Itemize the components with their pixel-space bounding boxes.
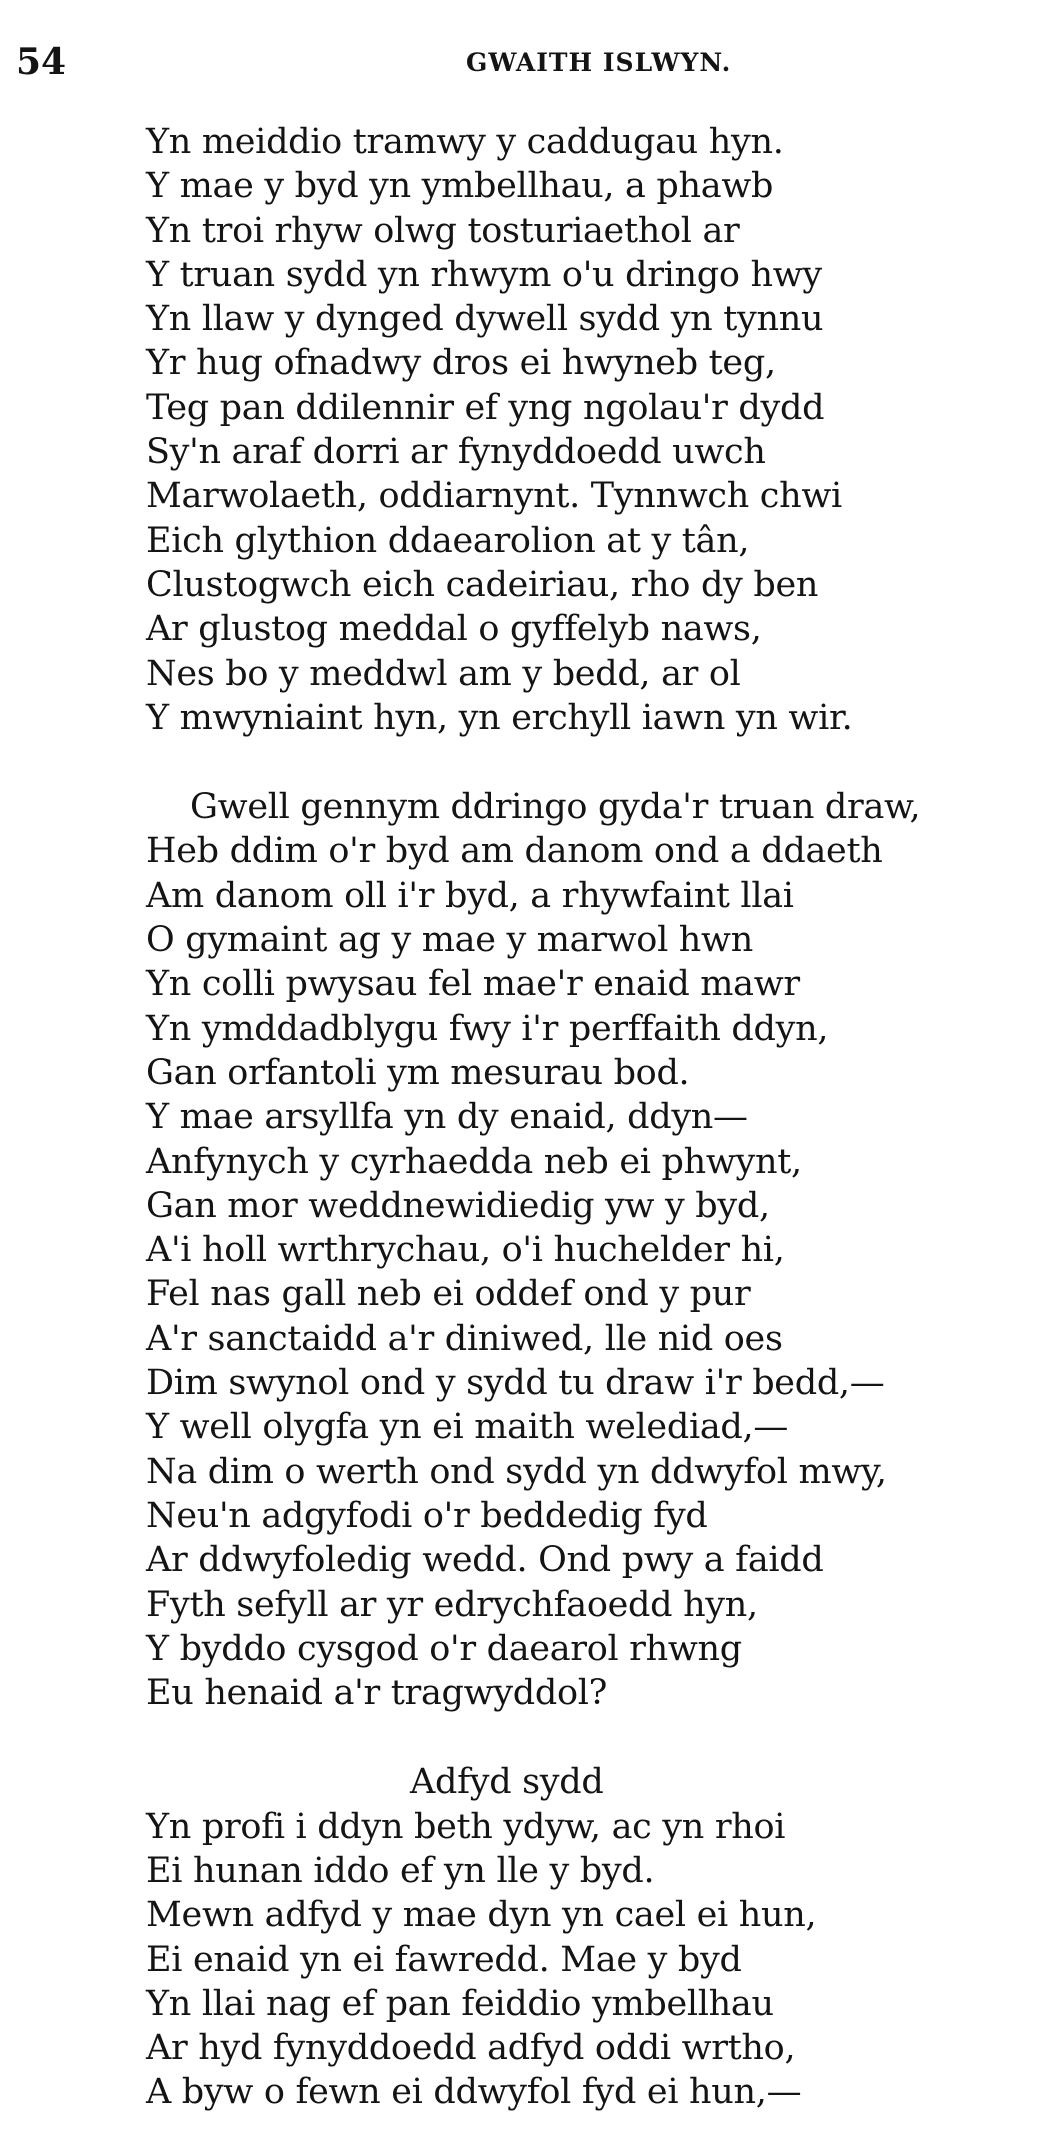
verse-line: Yn colli pwysau fel mae'r enaid mawr — [146, 964, 800, 1005]
verse-line: A'i holl wrthrychau, o'i huchelder hi, — [146, 1230, 785, 1271]
verse-line: Yn ymddadblygu fwy i'r perffaith ddyn, — [146, 1008, 829, 1049]
verse-line: Sy'n araf dorri ar fynyddoedd uwch — [146, 432, 766, 473]
stanza-break — [146, 740, 1026, 785]
verse-line: Gan orfantoli ym mesurau bod. — [146, 1052, 690, 1093]
verse-line: Ar ddwyfoledig wedd. Ond pwy a faidd — [146, 1540, 824, 1581]
verse-line: Yn troi rhyw olwg tosturiaethol ar — [146, 210, 740, 251]
verse-line: Ei hunan iddo ef yn lle y byd. — [146, 1850, 655, 1891]
verse-line: Yn meiddio tramwy y caddugau hyn. — [146, 122, 784, 162]
verse-line: Dim swynol ond y sydd tu draw i'r bedd,— — [146, 1363, 885, 1404]
verse-line: Am danom oll i'r byd, a rhywfaint llai — [146, 875, 794, 916]
verse-line: Mewn adfyd y mae dyn yn cael ei hun, — [146, 1895, 817, 1936]
verse-line: Teg pan ddilennir ef yng ngolau'r dydd — [146, 387, 825, 428]
verse-line: Gwell gennym ddringo gyda'r truan draw, — [190, 787, 921, 828]
page-header — [0, 42, 1038, 82]
verse-line: Y truan sydd yn rhwym o'u dringo hwy — [146, 254, 822, 295]
verse-line: Y mae arsyllfa yn dy enaid, ddyn— — [146, 1097, 748, 1138]
verse-line: Yr hug ofnadwy dros ei hwyneb teg, — [146, 343, 776, 384]
verse-line: Fyth sefyll ar yr edrychfaoedd hyn, — [146, 1584, 758, 1625]
verse-line: Eu henaid a'r tragwyddol? — [146, 1673, 608, 1714]
stanza-2 — [146, 785, 1026, 1715]
verse-line: Gan mor weddnewidiedig yw y byd, — [146, 1185, 770, 1226]
verse-line: Y mae y byd yn ymbellhau, a phawb — [146, 166, 774, 207]
verse-line: Y well olygfa yn ei maith welediad,— — [146, 1407, 789, 1448]
poem-text — [146, 120, 1026, 2115]
verse-line: O gymaint ag y mae y marwol hwn — [146, 920, 753, 961]
verse-line: Fel nas gall neb ei oddef ond y pur — [146, 1274, 751, 1315]
verse-line: Na dim o werth ond sydd yn ddwyfol mwy, — [146, 1451, 887, 1492]
page-number: 54 — [16, 41, 67, 83]
verse-line: Ar glustog meddal o gyffelyb naws, — [146, 609, 762, 650]
stanza-3 — [146, 1760, 1026, 2114]
verse-line: Clustogwch eich cadeiriau, rho dy ben — [146, 564, 819, 605]
verse-line: Yn llai nag ef pan feiddio ymbellhau — [146, 1983, 774, 2024]
verse-line: Eich glythion ddaearolion at y tân, — [146, 520, 750, 561]
stanza-1 — [146, 120, 1026, 740]
verse-line: Y byddo cysgod o'r daearol rhwng — [146, 1628, 742, 1669]
verse-line: Heb ddim o'r byd am danom ond a ddaeth — [146, 831, 883, 872]
verse-line: A byw o fewn ei ddwyfol fyd ei hun,— — [146, 2072, 802, 2113]
verse-line: Yn profi i ddyn beth ydyw, ac yn rhoi — [146, 1806, 786, 1847]
verse-line: Ei enaid yn ei fawredd. Mae y byd — [146, 1939, 742, 1980]
verse-line: Ar hyd fynyddoedd adfyd oddi wrtho, — [146, 2028, 796, 2069]
verse-line: Neu'n adgyfodi o'r beddedig fyd — [146, 1495, 708, 1536]
verse-line: Y mwyniaint hyn, yn erchyll iawn yn wir. — [146, 697, 853, 738]
verse-line: Anfynych y cyrhaedda neb ei phwynt, — [146, 1141, 802, 1182]
verse-line: A'r sanctaidd a'r diniwed, lle nid oes — [146, 1318, 783, 1359]
verse-line: Marwolaeth, oddiarnynt. Tynnwch chwi — [146, 476, 842, 517]
running-head: GWAITH ISLWYN. — [466, 48, 732, 77]
verse-line: Adfyd sydd — [410, 1762, 604, 1803]
verse-line: Yn llaw y dynged dywell sydd yn tynnu — [146, 299, 824, 340]
stanza-break — [146, 1715, 1026, 1760]
verse-line: Nes bo y meddwl am y bedd, ar ol — [146, 653, 741, 694]
